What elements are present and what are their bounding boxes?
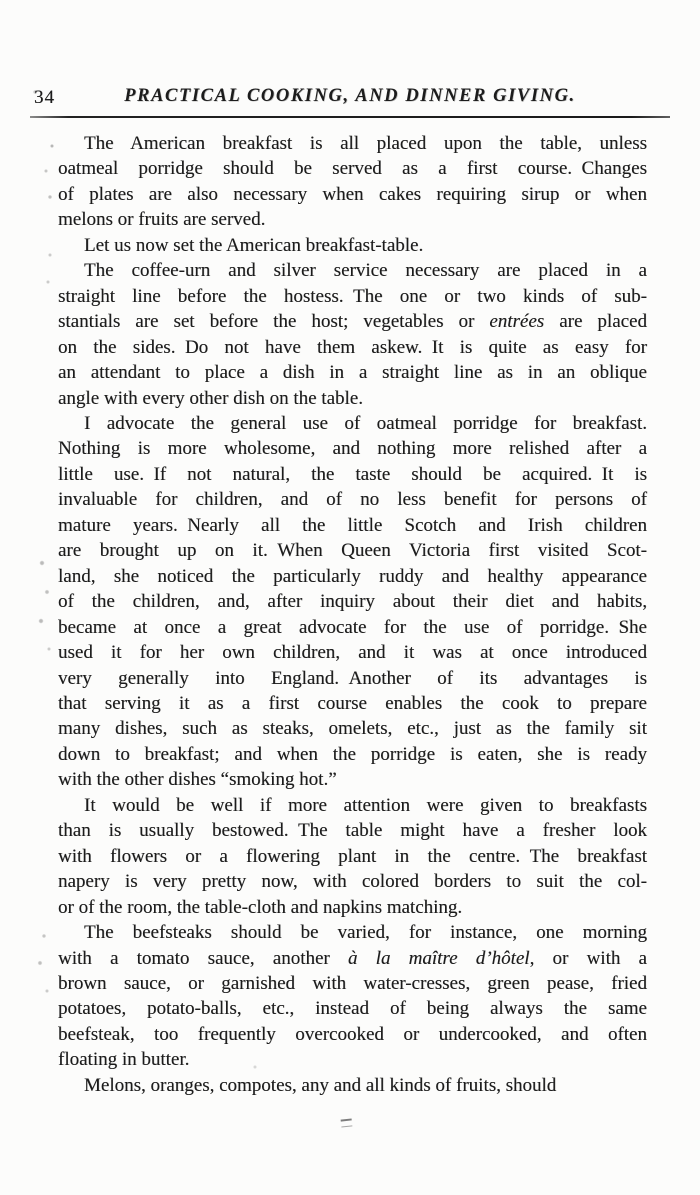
text-run: an attendant to place a dish in a straight line as in an oblique — [58, 362, 647, 384]
text-run: stantials are set before the host; vegetables or — [58, 311, 490, 333]
text-line — [58, 233, 647, 258]
text-run: became at once a great advocate for the use of porridge. She — [58, 616, 647, 638]
text-run: , or with a — [529, 947, 647, 969]
text-run: of the children, and, after inquiry about their diet and habits, — [58, 591, 647, 613]
text-line — [58, 436, 647, 461]
text-run: The coffee-urn and silver service necessary are placed in a — [84, 260, 647, 282]
text-line — [58, 207, 647, 232]
italic-text-run: à la maître d’hôtel — [347, 947, 530, 969]
text-run: of plates are also necessary when cakes requiring sirup or when — [58, 183, 647, 205]
text-line — [58, 996, 647, 1021]
text-line — [58, 513, 647, 538]
text-run: mature years. Nearly all the little Scotch and Irish children — [58, 514, 647, 536]
text-run: Let us now set the American breakfast-table. — [84, 234, 424, 256]
text-line — [58, 691, 647, 716]
text-run: melons or fruits are served. — [58, 209, 266, 231]
paragraph — [58, 411, 647, 793]
text-line — [58, 844, 647, 869]
running-title: PRACTICAL COOKING, AND DINNER GIVING. — [124, 86, 576, 106]
paragraph — [58, 920, 647, 1073]
text-line — [58, 335, 647, 360]
text-line — [58, 1047, 647, 1072]
text-line — [58, 920, 647, 945]
text-run: many dishes, such as steaks, omelets, etc., just as the family sit — [58, 718, 647, 740]
text-line — [58, 564, 647, 589]
page-number: 34 — [34, 87, 55, 108]
text-line — [58, 615, 647, 640]
text-line — [58, 182, 647, 207]
text-run: are placed — [544, 311, 647, 333]
text-run: I advocate the general use of oatmeal porridge for breakfast. — [84, 412, 647, 434]
text-line — [58, 869, 647, 894]
text-run: are brought up on it. When Queen Victoria first visited Scot- — [58, 540, 647, 562]
paragraph — [58, 258, 647, 411]
text-run: brown sauce, or garnished with water-cresses, green pease, fried — [58, 972, 647, 994]
text-line — [58, 767, 647, 792]
text-line — [58, 487, 647, 512]
text-run: beefsteak, too frequently overcooked or undercooked, and often — [58, 1023, 647, 1045]
text-line — [58, 946, 647, 971]
text-run: Nothing is more wholesome, and nothing more relished after a — [58, 438, 647, 460]
text-line — [58, 818, 647, 843]
text-line — [58, 386, 647, 411]
text-run: The beefsteaks should be varied, for instance, one morning — [84, 922, 647, 944]
text-line — [58, 462, 647, 487]
text-run: oatmeal porridge should be served as a first course. Changes — [58, 158, 647, 180]
text-run: than is usually bestowed. The table might have a fresher look — [58, 820, 647, 842]
text-run: little use. If not natural, the taste should be acquired. It is — [58, 463, 647, 485]
text-run: that serving it as a first course enables the cook to prepare — [58, 692, 647, 714]
paragraph — [58, 793, 647, 920]
text-run: angle with every other dish on the table. — [58, 387, 363, 409]
text-line — [58, 666, 647, 691]
header-rule — [30, 116, 670, 118]
page-header — [30, 86, 670, 112]
text-run: on the sides. Do not have them askew. It is quite as easy for — [58, 336, 647, 358]
text-line — [58, 1022, 647, 1047]
text-line — [58, 131, 647, 156]
text-run: The American breakfast is all placed upon the table, unless — [84, 133, 647, 154]
paragraph — [58, 131, 647, 233]
ink-smudge-mark — [341, 1118, 353, 1127]
text-line — [58, 538, 647, 563]
text-line — [58, 716, 647, 741]
text-run: Melons, oranges, compotes, any and all kinds of fruits, should — [84, 1074, 557, 1096]
text-run: or of the room, the table-cloth and napkins matching. — [58, 896, 463, 918]
text-line — [58, 284, 647, 309]
text-run: land, she noticed the particularly ruddy and healthy appearance — [58, 565, 647, 587]
text-line — [58, 793, 647, 818]
text-run: potatoes, potato-balls, etc., instead of being always the same — [58, 998, 647, 1020]
text-line — [58, 156, 647, 181]
text-line — [58, 258, 647, 283]
text-run: with a tomato sauce, another — [58, 947, 348, 969]
text-line — [58, 309, 647, 334]
text-run: invaluable for children, and of no less benefit for persons of — [58, 489, 647, 511]
paragraph — [58, 233, 647, 258]
text-line — [58, 589, 647, 614]
text-run: floating in butter. — [58, 1049, 190, 1071]
text-run: It would be well if more attention were given to breakfasts — [84, 794, 647, 816]
paragraph — [58, 1073, 647, 1098]
text-line — [58, 895, 647, 920]
text-run: down to breakfast; and when the porridge is eaten, she is ready — [58, 743, 647, 765]
text-line — [58, 971, 647, 996]
text-run: straight line before the hostess. The one or two kinds of sub- — [58, 285, 647, 307]
text-line — [58, 1073, 647, 1098]
text-run: with the other dishes “smoking hot.” — [58, 769, 337, 791]
text-run: napery is very pretty now, with colored borders to suit the col- — [58, 871, 647, 893]
text-run: very generally into England. Another of its advantages is — [58, 667, 647, 689]
italic-text-run: entrées — [489, 311, 545, 333]
text-line — [58, 411, 647, 436]
text-run: with flowers or a flowering plant in the centre. The breakfast — [58, 845, 647, 867]
text-run: used it for her own children, and it was at once introduced — [58, 642, 647, 664]
text-line — [58, 742, 647, 767]
text-line — [58, 360, 647, 385]
page-text — [58, 131, 647, 1098]
text-line — [58, 640, 647, 665]
